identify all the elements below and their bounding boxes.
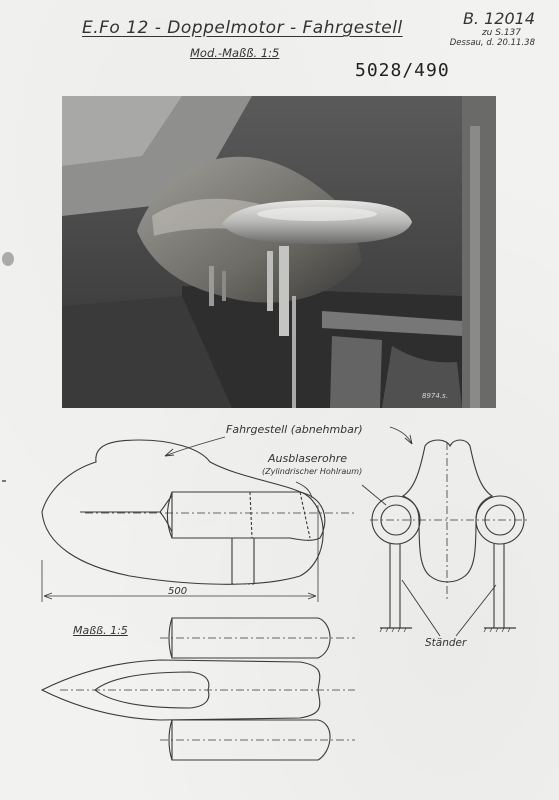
document-subtitle: Mod.-Maßß. 1:5 xyxy=(190,46,280,60)
reference-line-3: Dessau, d. 20.11.38 xyxy=(449,37,535,48)
label-ausblaserohre: Ausblaserohre xyxy=(268,452,348,465)
stamp-number: 5028/490 xyxy=(355,60,450,81)
document-title: E.Fo 12 - Doppelmotor - Fahrgestell xyxy=(82,18,403,38)
front-view-fuselage xyxy=(403,440,492,582)
dimension-500: 500 xyxy=(168,586,188,597)
photo-caption: 8974.s. xyxy=(422,392,448,400)
reference-line-2: zu S.137 xyxy=(481,28,521,39)
label-hohlraum: (Zylindrischer Hohlraum) xyxy=(262,467,363,476)
label-staender: Ständer xyxy=(425,637,467,649)
front-view-left-nacelle xyxy=(372,496,420,544)
label-scale: Maßß. 1:5 xyxy=(73,624,128,637)
label-fahrgestell: Fahrgestell (abnehmbar) xyxy=(226,423,363,436)
reference-line-1: B. 12014 xyxy=(462,9,535,28)
